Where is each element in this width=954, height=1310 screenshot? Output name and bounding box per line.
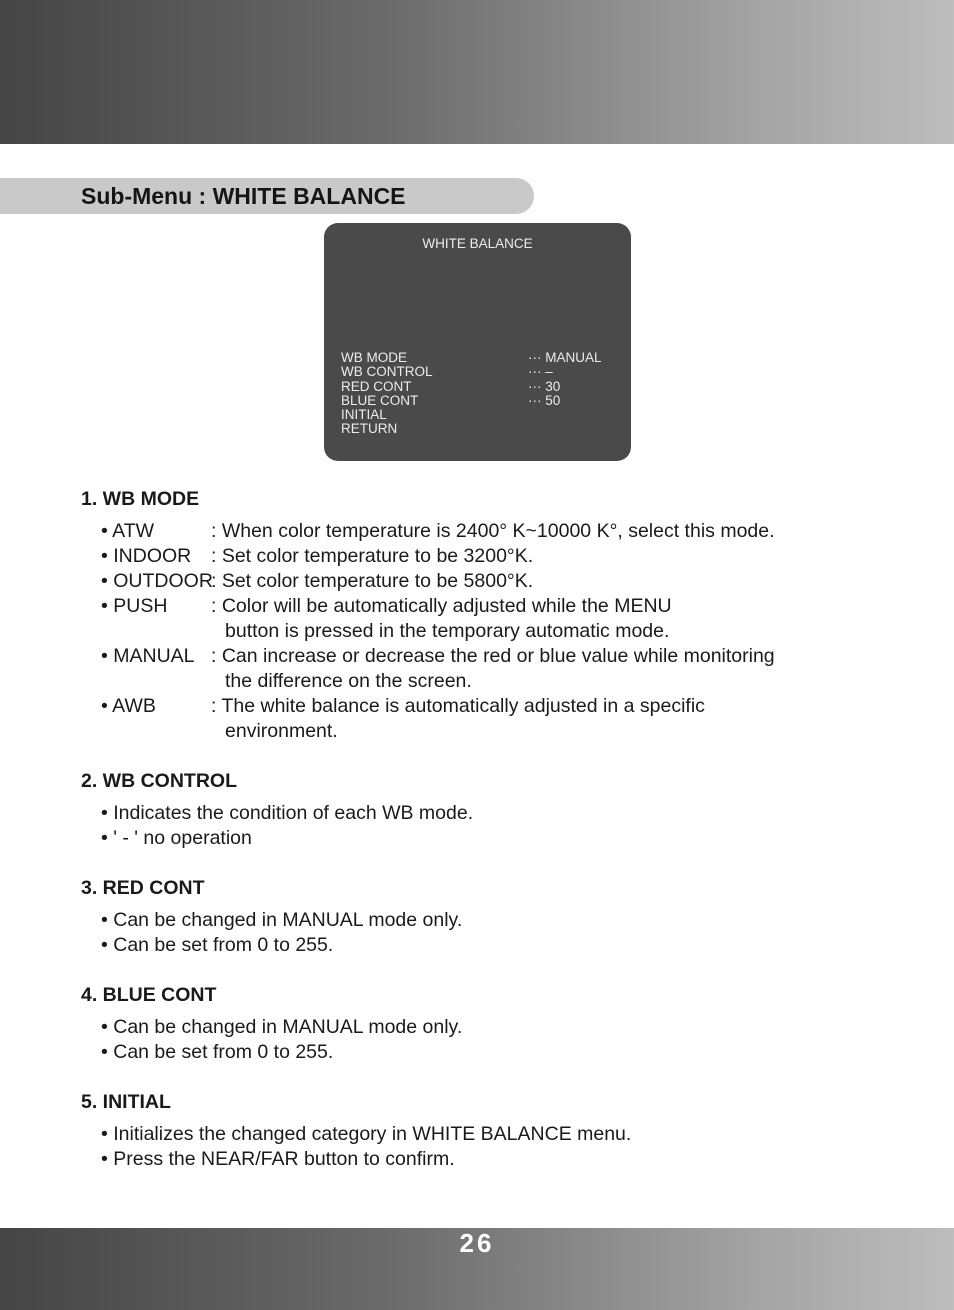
- list-item: • ' - ' no operation: [101, 827, 252, 849]
- osd-menu-labels: [341, 351, 433, 437]
- item-line: the difference on the screen.: [225, 670, 472, 692]
- initial-list: [81, 1122, 921, 1172]
- osd-value-red-cont: ··· 30: [528, 378, 561, 394]
- blue-cont-list: [81, 1015, 921, 1065]
- osd-menu-values: [528, 351, 602, 408]
- list-item: [101, 694, 921, 744]
- section-heading-initial: 5. INITIAL: [81, 1091, 171, 1113]
- item-key: • PUSH: [101, 595, 168, 617]
- osd-value-wb-mode: ··· MANUAL: [528, 350, 602, 365]
- list-item: [101, 544, 921, 569]
- item-line: : When color temperature is 2400° K~10000 K°, select this mode.: [211, 520, 775, 542]
- list-item: • Can be set from 0 to 255.: [101, 934, 334, 956]
- osd-label-wb-control: WB CONTROL: [341, 364, 433, 380]
- item-key: • OUTDOOR: [101, 570, 213, 592]
- osd-value-wb-control: ··· –: [528, 364, 553, 380]
- osd-label-red-cont: RED CONT: [341, 378, 412, 394]
- item-description: [211, 644, 921, 694]
- osd-label-return: RETURN: [341, 421, 398, 437]
- item-description: [211, 519, 921, 544]
- osd-menu-title: WHITE BALANCE: [422, 236, 533, 251]
- list-item: • Press the NEAR/FAR button to confirm.: [101, 1148, 455, 1170]
- item-key: • ATW: [101, 520, 155, 542]
- list-item: [101, 594, 921, 644]
- wb-control-list: [81, 801, 921, 851]
- osd-menu-screen: [324, 223, 631, 461]
- osd-value-blue-cont: ··· 50: [528, 392, 561, 408]
- item-description: [211, 544, 921, 569]
- item-description: [211, 694, 921, 744]
- item-line: : Color will be automatically adjusted while the MENU: [211, 595, 672, 617]
- list-item: • Indicates the condition of each WB mode.: [101, 802, 474, 824]
- list-item: • Can be set from 0 to 255.: [101, 1041, 334, 1063]
- red-cont-list: [81, 908, 921, 958]
- section-heading-blue-cont: 4. BLUE CONT: [81, 984, 217, 1006]
- section-heading-wb-control: 2. WB CONTROL: [81, 770, 237, 792]
- item-line: : Can increase or decrease the red or blue value while monitoring: [211, 645, 775, 667]
- item-line: : The white balance is automatically adjusted in a specific: [211, 695, 705, 717]
- header-band: [0, 0, 954, 144]
- list-item: • Initializes the changed category in WHITE BALANCE menu.: [101, 1123, 632, 1145]
- page-number: 26: [459, 1228, 495, 1258]
- section-heading-wb-mode: 1. WB MODE: [81, 488, 200, 510]
- osd-label-blue-cont: BLUE CONT: [341, 392, 419, 408]
- item-line: : Set color temperature to be 5800°K.: [211, 570, 534, 592]
- osd-label-wb-mode: WB MODE: [341, 350, 407, 365]
- list-item: [101, 644, 921, 694]
- item-key: • MANUAL: [101, 645, 195, 667]
- document-body: [81, 487, 921, 1172]
- list-item: • Can be changed in MANUAL mode only.: [101, 909, 463, 931]
- item-description: [211, 569, 921, 594]
- osd-label-initial: INITIAL: [341, 407, 387, 423]
- list-item: • Can be changed in MANUAL mode only.: [101, 1016, 463, 1038]
- section-title: Sub-Menu : WHITE BALANCE: [81, 183, 406, 209]
- wb-mode-list: [81, 519, 921, 744]
- list-item: [101, 569, 921, 594]
- list-item: [101, 519, 921, 544]
- item-key: • INDOOR: [101, 545, 192, 567]
- item-line: environment.: [225, 720, 338, 742]
- item-description: [211, 594, 921, 644]
- item-line: button is pressed in the temporary automatic mode.: [225, 620, 670, 642]
- item-line: : Set color temperature to be 3200°K.: [211, 545, 534, 567]
- item-key: • AWB: [101, 695, 156, 717]
- section-heading-red-cont: 3. RED CONT: [81, 877, 205, 899]
